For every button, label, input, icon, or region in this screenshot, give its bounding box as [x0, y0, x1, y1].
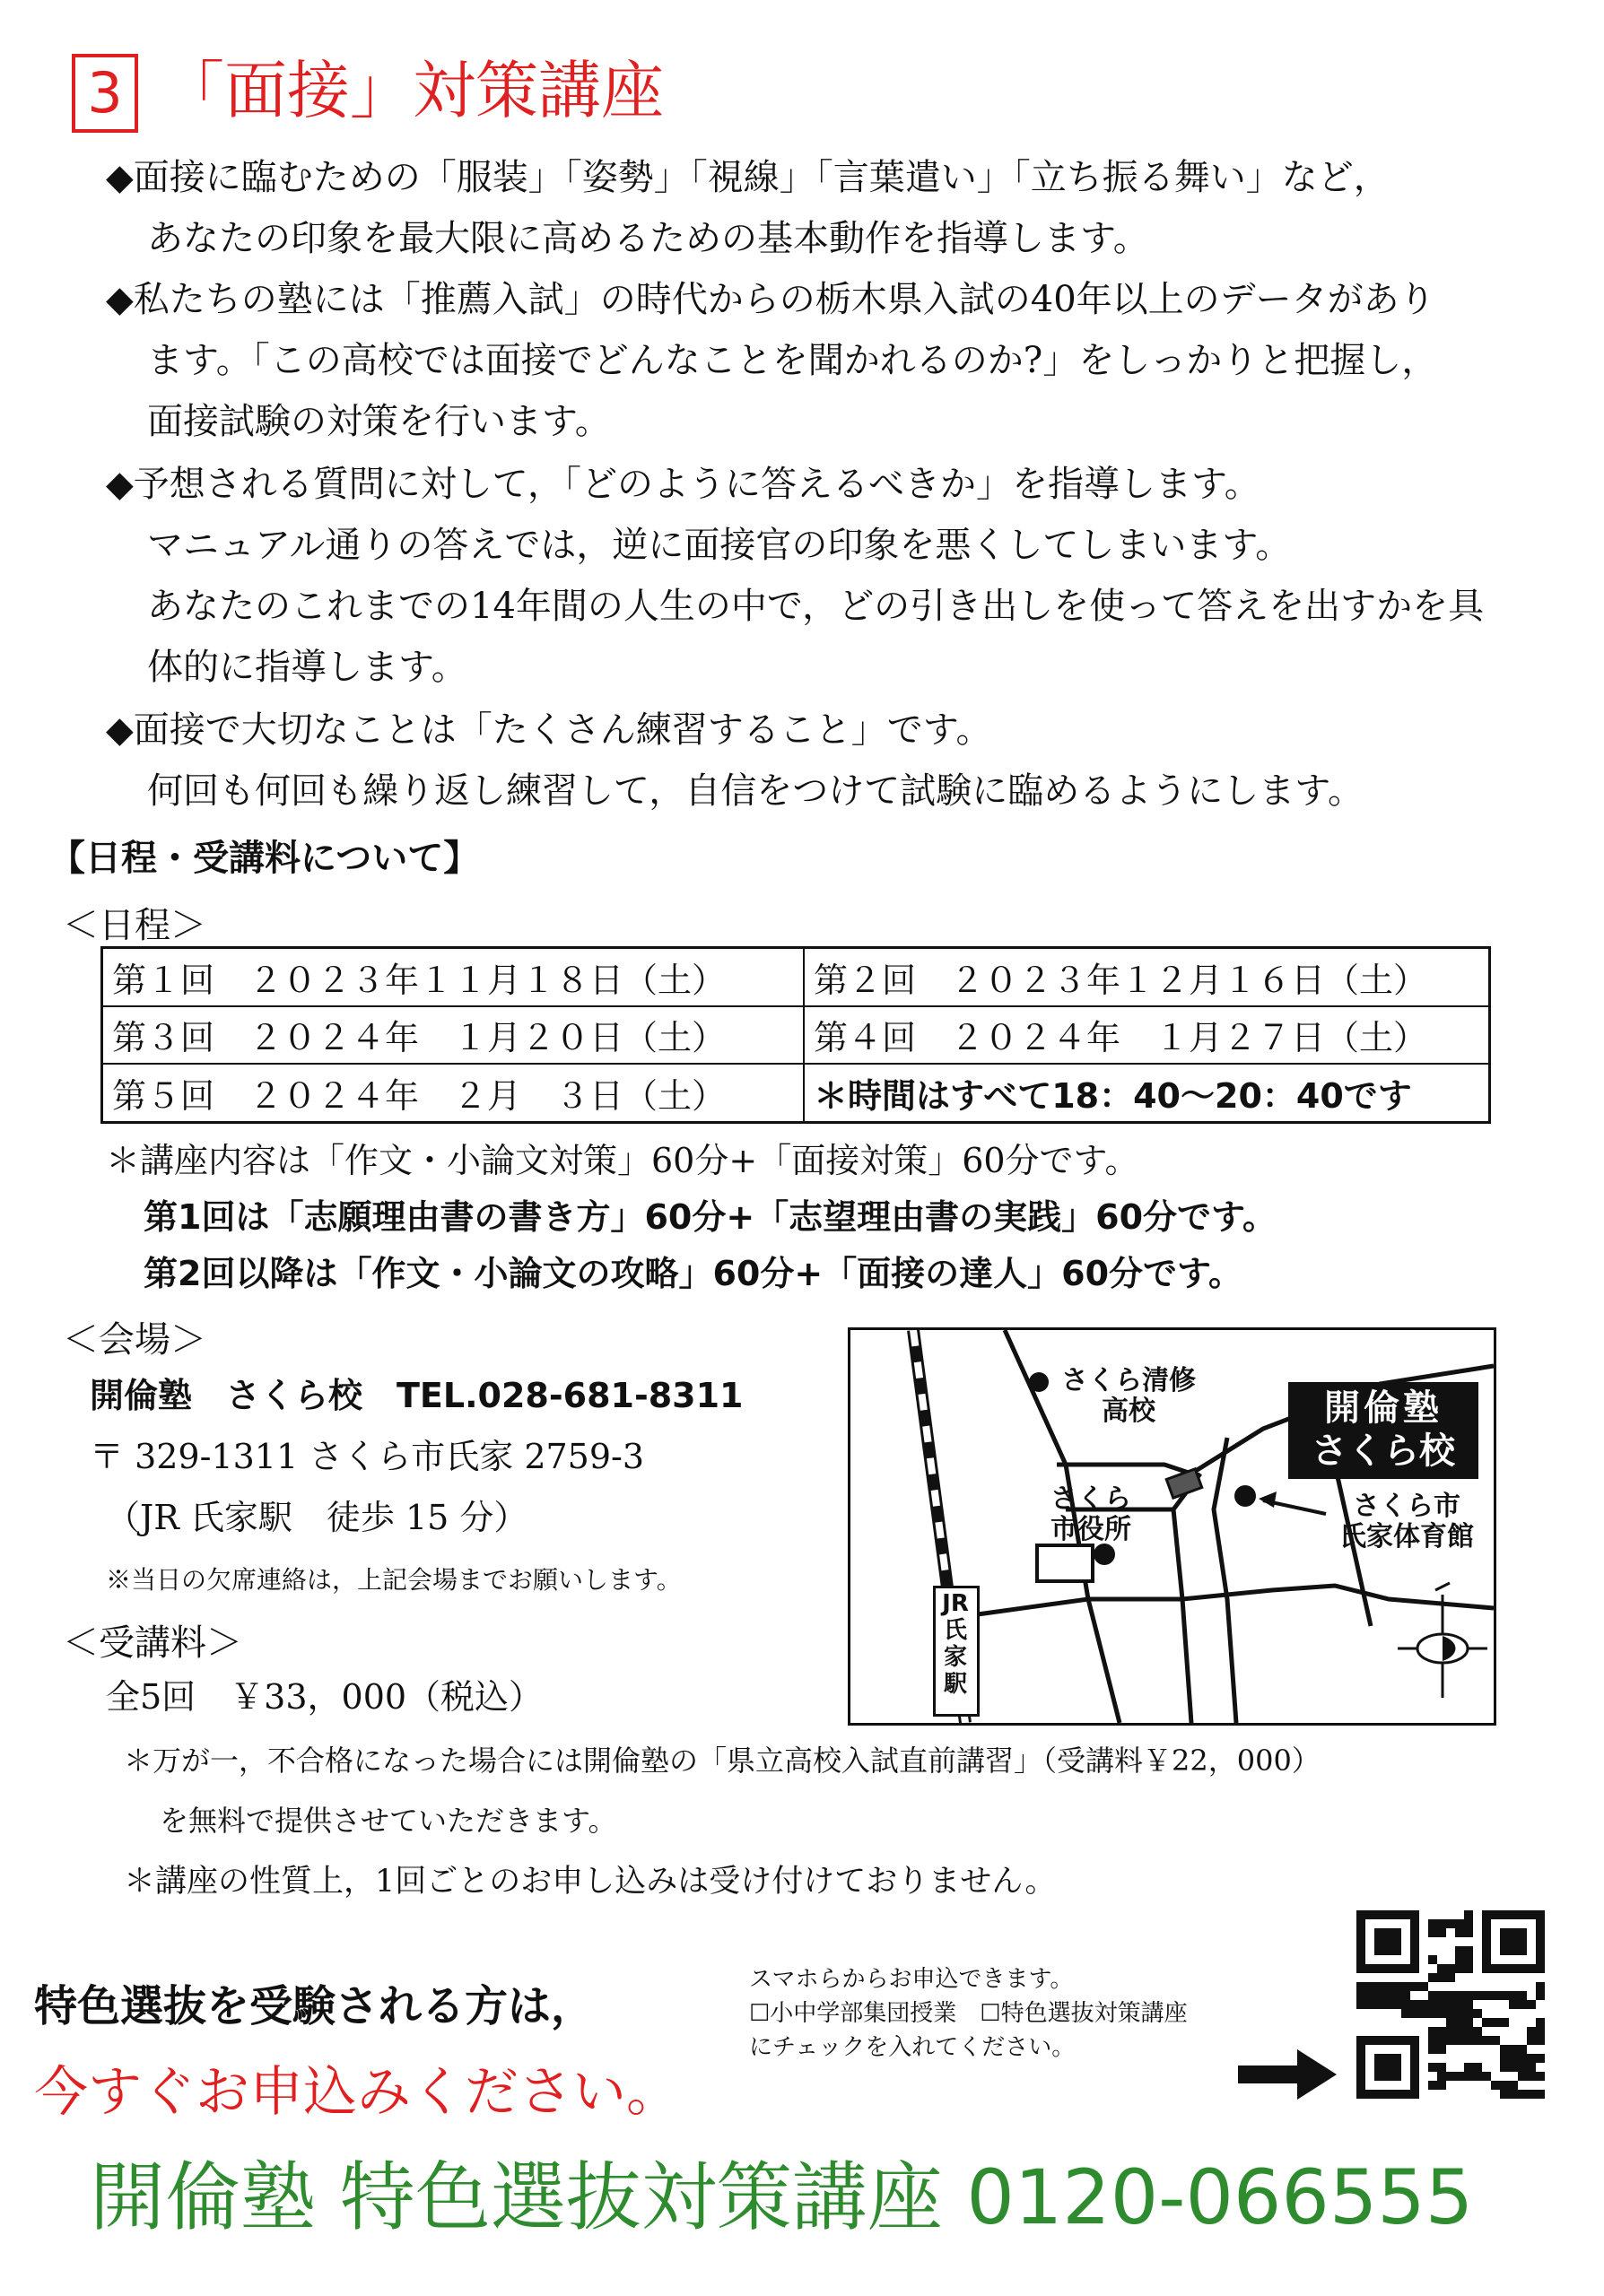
map-label-juku: さくら校 [1312, 1431, 1455, 1472]
table-row [102, 1006, 1490, 1065]
schedule-cell: 第１回 ２０２３年１１月１８日（土） [102, 948, 805, 1006]
footer-banner: 開倫塾 特色選抜対策講座 0120-066555 [90, 2153, 1474, 2241]
fee-note: を無料で提供させていただきます。 [160, 1804, 617, 1838]
schedule-time-note: ＊時間はすべて18：40～20：40です [804, 1064, 1490, 1122]
map-label-station: JR 氏 家 駅 [942, 1590, 969, 1698]
intro-paragraph-2 [106, 269, 1437, 452]
absence-note: ※当日の欠席連絡は，上記会場までお願いします。 [106, 1565, 682, 1595]
text-line: ◆面接で大切なことは「たくさん練習すること」です。 [106, 709, 992, 751]
text-line: ◆面接に臨むための「服装」「姿勢」「視線」「言葉遣い」「立ち振る舞い」など， [106, 157, 1390, 198]
text-line: あなたの印象を最大限に高めるための基本動作を指導します。 [147, 218, 1149, 259]
map-label-gym: さくら市 氏家体育館 [1339, 1491, 1474, 1552]
text-line: 体的に指導します。 [147, 647, 467, 688]
text-line: あなたのこれまでの14年間の人生の中で，どの引き出しを使って答えを出すかを具 [147, 586, 1485, 627]
intro-paragraph-1 [106, 147, 1390, 269]
schedule-heading: 【日程・受講料について】 [49, 838, 480, 879]
arrow-right-icon [1238, 2049, 1337, 2100]
map-label-city-hall: さくら 市役所 [1050, 1483, 1131, 1545]
text-line: スマホらからお申込できます。 [749, 1966, 1074, 1993]
schedule-table [100, 946, 1491, 1124]
page-title: 「面接」対策講座 [161, 54, 664, 127]
cta-highlight: 今すぐお申込みください。 [34, 2061, 680, 2124]
intro-paragraph-3 [106, 454, 1484, 698]
course-note: ＊講座内容は「作文・小論文対策」60分+「面接対策」60分です。 [106, 1141, 1139, 1180]
venue-access: （JR 氏家駅 徒歩 15 分） [106, 1498, 528, 1537]
venue-address: 〒 329-1311 さくら市氏家 2759-3 [90, 1437, 645, 1476]
access-map [848, 1327, 1496, 1726]
map-juku-box [1288, 1382, 1478, 1479]
venue-name-phone: 開倫塾 さくら校 TEL.028-681-8311 [90, 1376, 744, 1415]
fee-note: ＊講座の性質上，1回ごとのお申し込みは受け付けておりません。 [124, 1864, 1057, 1900]
section-number: 3 [72, 54, 138, 133]
text-line: マニュアル通りの答えでは，逆に面接官の印象を悪くしてしまいます。 [147, 525, 1292, 566]
course-note-bold: 第2回以降は「作文・小論文の攻略」60分+「面接の達人」60分です。 [144, 1254, 1243, 1293]
course-note-bold: 第1回は「志願理由書の書き方」60分+「志望理由書の実践」60分です。 [144, 1197, 1277, 1237]
text-line: にチェックを入れてください。 [749, 2034, 1076, 2061]
schedule-cell: 第５回 ２０２４年 ２月 ３日（土） [102, 1064, 805, 1122]
text-line: ます。「この高校では面接でどんなことを聞かれるのか?」をしっかりと把握し， [147, 340, 1438, 381]
intro-paragraph-4 [106, 700, 1364, 822]
cta-line: 特色選抜を受験される方は， [34, 1981, 595, 2031]
schedule-subheading: ＜日程＞ [63, 905, 206, 946]
text-line: ◆予想される質問に対して，「どのように答えるべきか」を指導します。 [106, 464, 1260, 505]
text-line: 面接試験の対策を行います。 [147, 401, 611, 442]
fee-amount: 全5回 ￥33，000（税込） [106, 1677, 544, 1717]
smartphone-note [749, 1962, 1188, 2065]
text-line: ◆私たちの塾には「推薦入試」の時代からの栃木県入試の40年以上のデータがあり [106, 279, 1435, 320]
schedule-cell: 第３回 ２０２４年 １月２０日（土） [102, 1006, 805, 1065]
schedule-cell: 第２回 ２０２３年１２月１６日（土） [804, 948, 1490, 1006]
fee-heading: ＜受講料＞ [63, 1622, 242, 1664]
map-label-school: さくら清修 高校 [1061, 1365, 1196, 1427]
qr-code[interactable] [1356, 1910, 1545, 2099]
text-line: 何回も何回も繰り返し練習して，自信をつけて試験に臨めるようにします。 [147, 770, 1364, 812]
venue-heading: ＜会場＞ [63, 1319, 206, 1361]
table-row [102, 948, 1490, 1006]
table-row [102, 1064, 1490, 1122]
schedule-cell: 第４回 ２０２４年 １月２７日（土） [804, 1006, 1490, 1065]
text-line: ☐小中学部集団授業 ☐特色選抜対策講座 [749, 2000, 1188, 2027]
fee-note: ＊万が一，不合格になった場合には開倫塾の「県立高校入試直前講習」（受講料￥22，000） [124, 1744, 1321, 1778]
map-label-juku: 開倫塾 [1324, 1387, 1443, 1429]
